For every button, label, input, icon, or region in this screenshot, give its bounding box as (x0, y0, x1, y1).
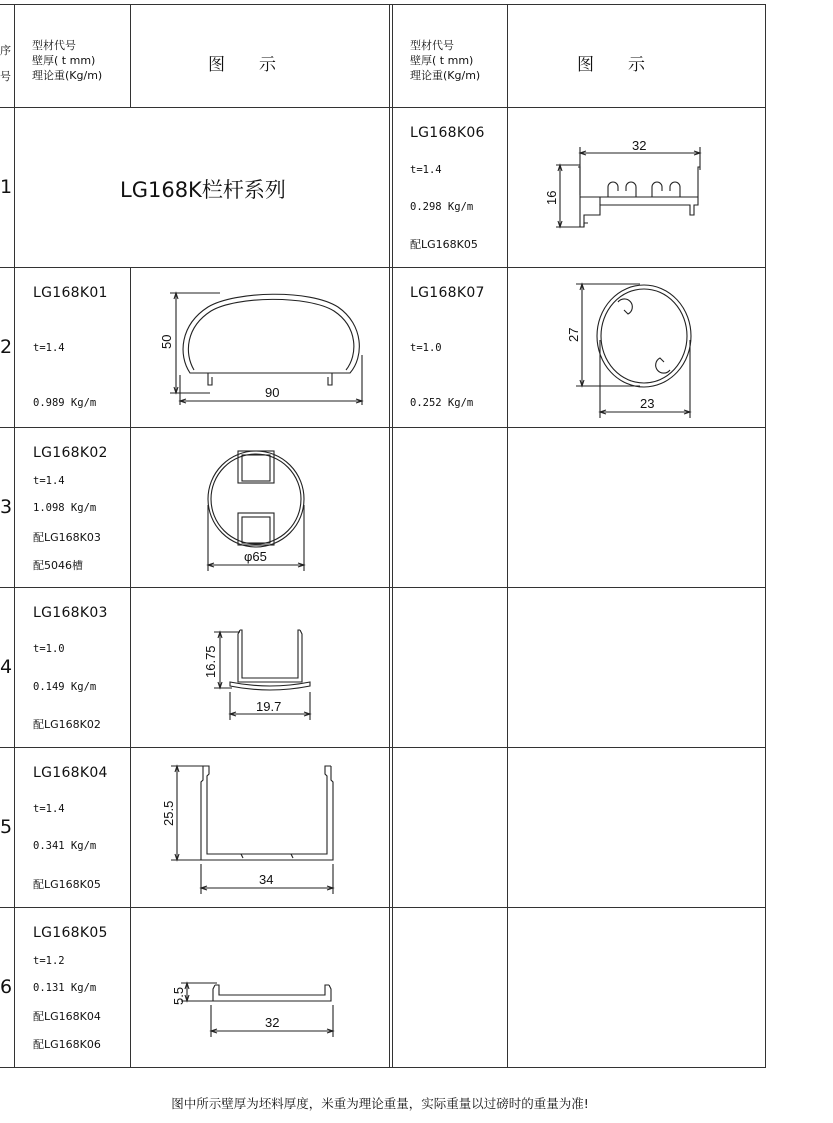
profile-mate: 配LG168K02 (33, 718, 101, 731)
profile-weight: 0.341 Kg/m (33, 840, 97, 852)
row-number: 6 (0, 976, 13, 998)
profile-mate: 配5046槽 (33, 559, 83, 572)
profile-mate: 配LG168K05 (33, 878, 101, 891)
profile-weight: 0.252 Kg/m (410, 397, 474, 409)
figure-header-right: 图 示 (577, 55, 645, 75)
profile-mate: 配LG168K05 (410, 238, 478, 251)
spec-header-weight: 理论重(Kg/m) (410, 69, 481, 82)
profile-k06-drawing (540, 135, 710, 235)
dim-width: 32 (265, 1015, 280, 1030)
profile-thickness: t=1.0 (410, 342, 442, 354)
dim-height: 16.75 (203, 645, 218, 678)
seq-header (0, 38, 14, 90)
profile-weight: 0.298 Kg/m (410, 201, 474, 213)
seq-header-top: 序 (0, 44, 11, 57)
profile-code: LG168K07 (410, 285, 485, 301)
spec-header-weight: 理论重(Kg/m) (32, 69, 103, 82)
profile-thickness: t=1.4 (33, 342, 65, 354)
profile-mate: 配LG168K06 (33, 1038, 101, 1051)
profile-thickness: t=1.2 (33, 955, 65, 967)
profile-code: LG168K06 (410, 125, 485, 141)
profile-weight: 0.149 Kg/m (33, 681, 97, 693)
dim-height: 27 (566, 327, 581, 342)
profile-k05-drawing (165, 975, 345, 1040)
series-title: LG168K栏杆系列 (120, 178, 286, 202)
profile-weight: 0.131 Kg/m (33, 982, 97, 994)
profile-k03-drawing (200, 620, 320, 725)
profile-code: LG168K01 (33, 285, 108, 301)
profile-thickness: t=1.4 (33, 475, 65, 487)
profile-mate: 配LG168K04 (33, 1010, 101, 1023)
profile-code: LG168K03 (33, 605, 108, 621)
dim-width: 32 (632, 138, 647, 153)
profile-k07-drawing (560, 280, 710, 420)
row-number: 3 (0, 496, 13, 518)
figure-header-left: 图 示 (208, 55, 276, 75)
spec-header-right (410, 38, 480, 83)
dim-height: 50 (159, 334, 174, 349)
profile-code: LG168K04 (33, 765, 108, 781)
row-number: 2 (0, 336, 13, 358)
profile-k04-drawing (155, 760, 345, 895)
profile-thickness: t=1.4 (410, 164, 442, 176)
profile-weight: 1.098 Kg/m (33, 502, 97, 514)
profile-weight: 0.989 Kg/m (33, 397, 97, 409)
profile-mate: 配LG168K03 (33, 531, 101, 544)
seq-header-bottom: 号 (0, 70, 11, 83)
profile-thickness: t=1.4 (33, 803, 65, 815)
dim-width: 90 (265, 385, 280, 400)
dim-height: 5.5 (171, 986, 186, 1005)
profile-thickness: t=1.0 (33, 643, 65, 655)
row-number: 1 (0, 176, 13, 198)
profile-k01-drawing (150, 285, 370, 410)
spec-header-left (32, 38, 102, 83)
dim-height: 25.5 (161, 800, 176, 826)
profile-code: LG168K02 (33, 445, 108, 461)
dim-height: 16 (544, 190, 559, 205)
row-number: 5 (0, 816, 13, 838)
spec-header-thickness: 壁厚( t mm) (410, 54, 474, 67)
spec-header-code: 型材代号 (32, 39, 76, 52)
row-number: 4 (0, 656, 13, 678)
dim-width: 34 (259, 872, 274, 887)
profile-k02-drawing (200, 435, 320, 580)
dim-width: 23 (640, 396, 655, 411)
footer-note: 图中所示壁厚为坯料厚度，米重为理论重量，实际重量以过磅时的重量为准! (171, 1096, 589, 1111)
spec-header-code: 型材代号 (410, 39, 454, 52)
dim-width: 19.7 (256, 699, 282, 714)
profile-code: LG168K05 (33, 925, 108, 941)
dim-diameter: φ65 (244, 549, 267, 564)
spec-header-thickness: 壁厚( t mm) (32, 54, 96, 67)
